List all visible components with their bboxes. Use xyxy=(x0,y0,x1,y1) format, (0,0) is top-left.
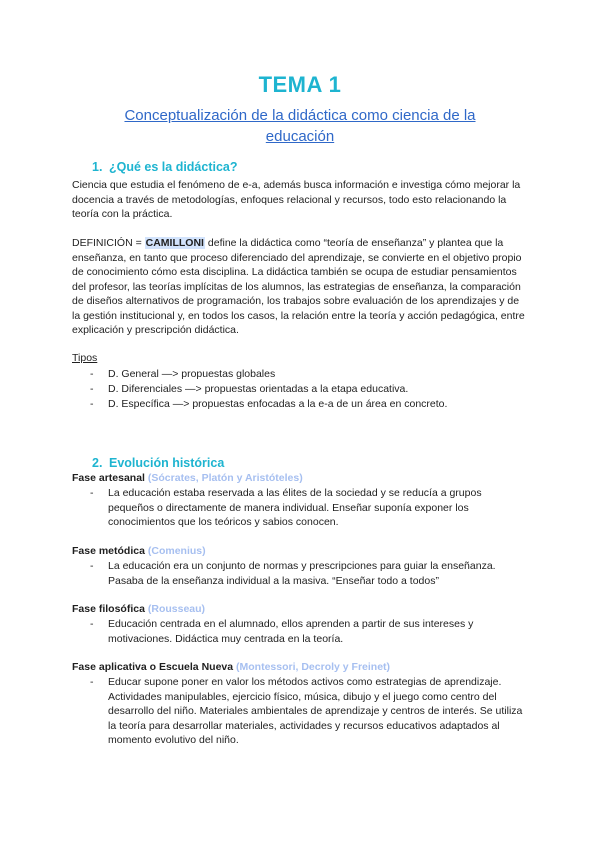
bullet-dash: - xyxy=(90,676,94,688)
bullet-dash: - xyxy=(90,487,94,499)
list-item-text: D. Específica —> propuestas enfocadas a la e-a de un área en concreto. xyxy=(108,398,448,410)
phase-heading-metodica xyxy=(72,545,206,557)
phase-authors: (Comenius) xyxy=(147,545,206,557)
bullet-dash: - xyxy=(90,618,94,630)
section-heading-2 xyxy=(92,456,224,470)
section-number: 1. xyxy=(92,160,103,174)
intro-paragraph: Ciencia que estudia el fenómeno de e-a, además busca información e investiga cómo mejorar la docencia a través de metodologías, enfoques relacional y recursos, todo esto relacionando la teoría con la práctica. xyxy=(72,179,521,220)
phase-text: Educar supone poner en valor los métodos activos como estrategias de aprendizaje. Actividades manipulables, ejercicio físico, música, dibujo y el juego como centro del desarrollo del niño. Materiales ambientales de aprendizaje y centros de interés. Se utiliza la teoría para desarrollar materiales, actividades y recursos educativos adaptados al momento evolutivo del niño. xyxy=(108,676,523,746)
phase-name: Fase filosófica xyxy=(72,603,145,615)
section-number: 2. xyxy=(92,456,103,470)
definition-text: define la didáctica como “teoría de enseñanza” y plantea que la enseñanza, en tanto que proceso diferenciado del aprendizaje, se convierte en el objetivo propio de conocimiento cómo esta disciplina. La didáctica también se ocupa de estudiar pensamientos del profesor, las teorías implícitas de los alumnos, las estrategias de enseñanza, la comparación de diseños alternativos de programación, los trabajos sobre evaluación de los aprendizajes y de la gestión institucional y, en todos los casos, la relación entre la teoría y acción pedagógica, entre explicación y prescripción didáctica. xyxy=(72,237,525,336)
phase-description xyxy=(90,559,530,588)
bullet-dash: - xyxy=(90,368,94,380)
page-subtitle[interactable]: Conceptualización de la didáctica como ciencia de la educación xyxy=(124,107,476,145)
phase-authors: (Sócrates, Platón y Aristóteles) xyxy=(147,472,303,484)
bullet-dash: - xyxy=(90,383,94,395)
list-item-text: D. Diferenciales —> propuestas orientadas a la etapa educativa. xyxy=(108,383,409,395)
section-title: Evolución histórica xyxy=(109,456,225,470)
phase-name: Fase metódica xyxy=(72,545,145,557)
phase-heading-filosofica xyxy=(72,603,205,615)
bullet-dash: - xyxy=(90,398,94,410)
phase-name: Fase artesanal xyxy=(72,472,145,484)
phase-heading-aplicativa xyxy=(72,661,390,673)
phase-text: Educación centrada en el alumnado, ellos aprenden a partir de sus intereses y motivaciones. Didáctica muy centrada en la teoría. xyxy=(108,618,474,645)
page-title: TEMA 1 xyxy=(258,72,342,97)
phase-authors: (Montessori, Decroly y Freinet) xyxy=(236,661,391,673)
phase-authors: (Rousseau) xyxy=(147,603,206,615)
list-item xyxy=(90,367,530,382)
phase-description xyxy=(90,486,530,530)
section-heading-1 xyxy=(92,160,238,174)
phase-text: La educación estaba reservada a las élites de la sociedad y se reducía a grupos pequeños o directamente de manera individual. Enseñar suponía exponer los conocimientos que los teóricos y sabios conocen. xyxy=(108,487,482,528)
phase-heading-artesanal xyxy=(72,472,303,484)
list-item-text: D. General —> propuestas globales xyxy=(108,368,276,380)
section-title: ¿Qué es la didáctica? xyxy=(109,160,238,174)
highlighted-author: CAMILLONI xyxy=(145,237,204,249)
phase-text: La educación era un conjunto de normas y prescripciones para guiar la enseñanza. Pasaba de la enseñanza individual a la masiva. “Enseñar todo a todos” xyxy=(108,560,496,587)
bullet-dash: - xyxy=(90,560,94,572)
definition-paragraph xyxy=(72,236,530,338)
tipos-label: Tipos xyxy=(72,352,98,364)
phase-description xyxy=(90,617,530,646)
phase-description xyxy=(90,675,530,748)
list-item xyxy=(90,397,530,412)
definition-prefix: DEFINICIÓN = xyxy=(72,237,145,249)
phase-name: Fase aplicativa o Escuela Nueva xyxy=(72,661,234,673)
list-item xyxy=(90,382,530,397)
